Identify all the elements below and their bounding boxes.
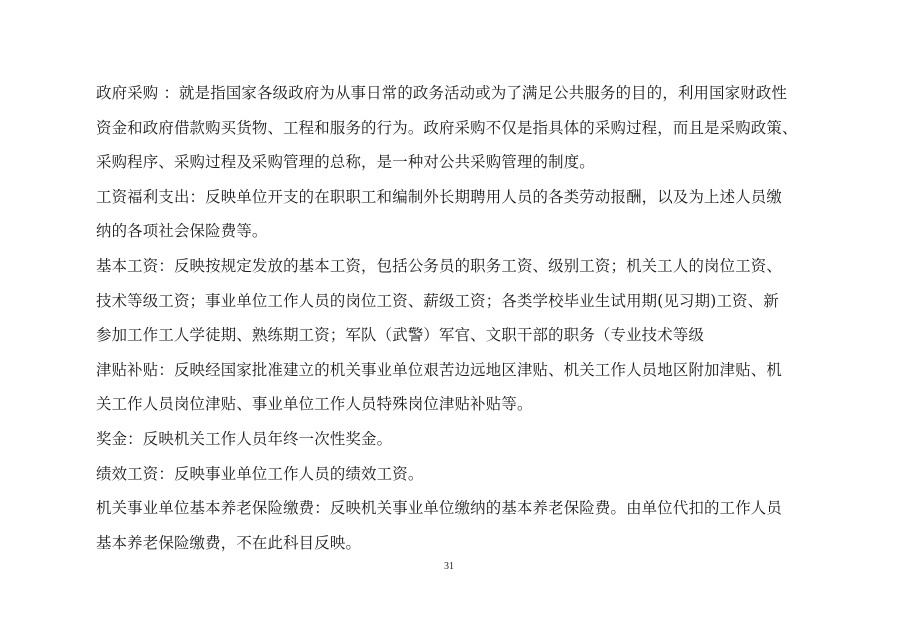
text-line: 资金和政府借款购买货物、工程和服务的行为。政府采购不仅是指具体的采购过程，而且是采购政策、 <box>96 118 798 137</box>
text-line: 工资福利支出：反映单位开支的在职职工和编制外长期聘用人员的各类劳动报酬，以及为上述人员缴 <box>96 187 782 206</box>
text-line: 基本养老保险缴费，不在此科目反映。 <box>96 533 362 552</box>
text-line: 纳的各项社会保险费等。 <box>96 222 268 241</box>
page-number: 31 <box>444 561 454 572</box>
text-line: 参加工作工人学徒期、熟练期工资；军队（武警）军官、文职干部的职务（专业技术等级 <box>96 326 705 345</box>
text-line: 绩效工资：反映事业单位工作人员的绩效工资。 <box>96 464 424 483</box>
text-line: 基本工资：反映按规定发放的基本工资，包括公务员的职务工资、级别工资；机关工人的岗位工资、 <box>96 256 782 275</box>
text-line: 采购程序、采购过程及采购管理的总称，是一种对公共采购管理的制度。 <box>96 153 595 172</box>
text-line: 奖金：反映机关工作人员年终一次性奖金。 <box>96 429 393 448</box>
text-line: 津贴补贴：反映经国家批准建立的机关事业单位艰苦边远地区津贴、机关工作人员地区附加津贴、机 <box>96 360 782 379</box>
text-line: 关工作人员岗位津贴、事业单位工作人员特殊岗位津贴补贴等。 <box>96 395 533 414</box>
document-body <box>96 76 808 560</box>
text-line: 技术等级工资；事业单位工作人员的岗位工资、薪级工资；各类学校毕业生试用期(见习期)工资、新 <box>96 291 779 310</box>
text-line: 政府采购 ：就是指国家各级政府为从事日常的政务活动或为了满足公共服务的目的，利用国家财政性 <box>96 84 788 102</box>
text-line: 机关事业单位基本养老保险缴费：反映机关事业单位缴纳的基本养老保险费。由单位代扣的工作人员 <box>96 499 782 518</box>
